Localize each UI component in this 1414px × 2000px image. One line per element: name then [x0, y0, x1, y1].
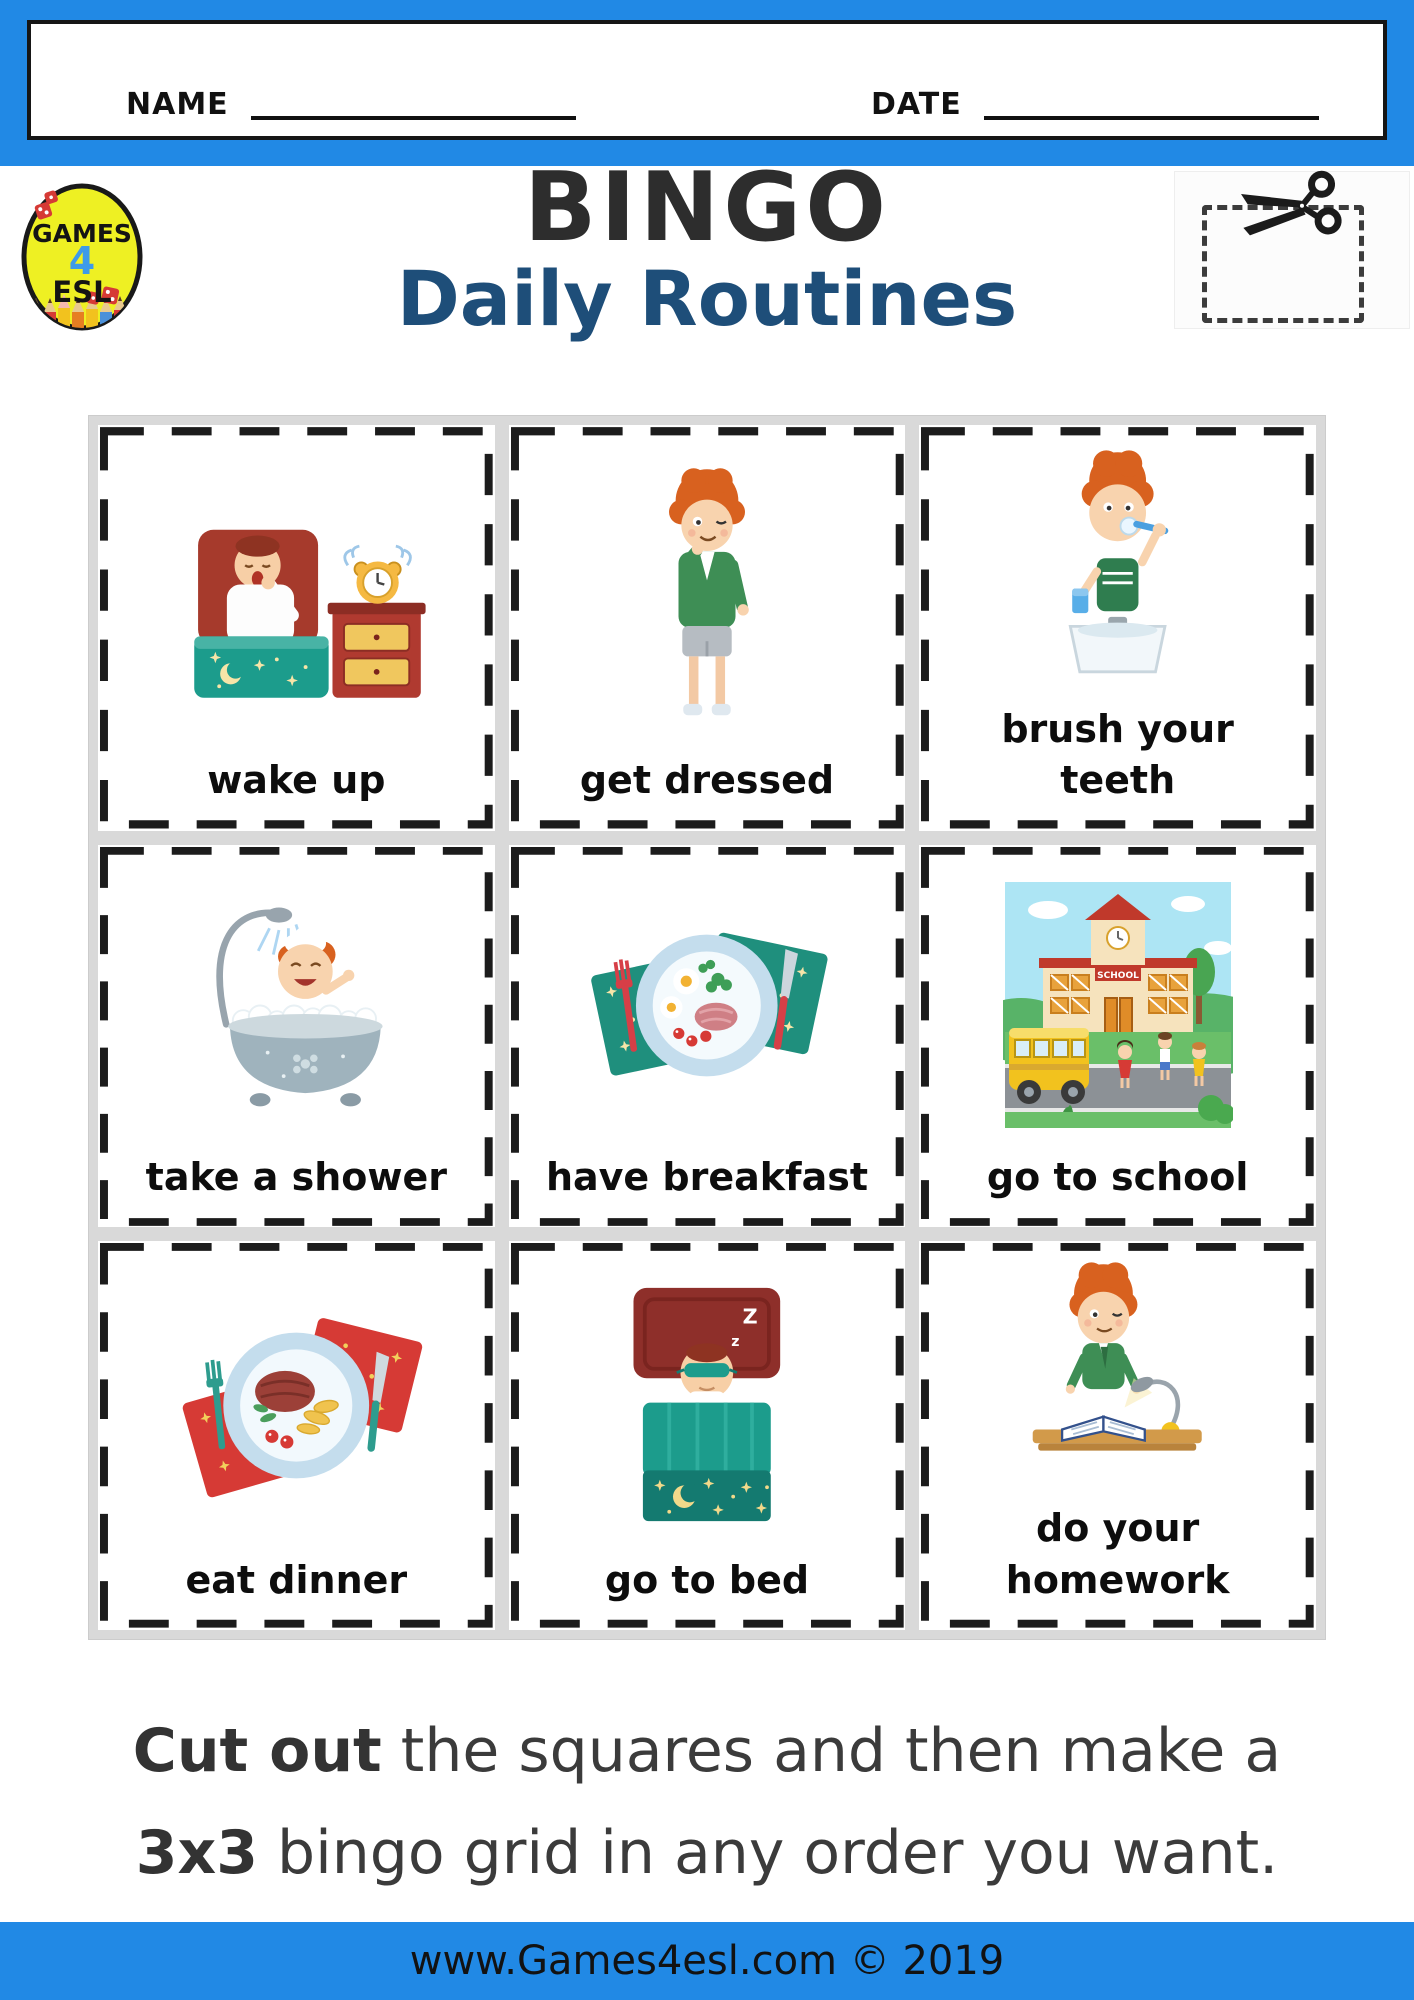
card-label: wake up — [207, 758, 386, 803]
bingo-card-eat-dinner — [98, 1241, 495, 1630]
bingo-grid — [88, 415, 1326, 1640]
card-label: do your homework — [1005, 1506, 1230, 1602]
card-label: go to school — [986, 1155, 1249, 1200]
top-banner — [0, 0, 1414, 166]
page-title: BINGO — [524, 153, 890, 263]
instructions-bold-cut-out: Cut out — [132, 1716, 382, 1786]
brush-teeth-illustration — [1023, 439, 1212, 704]
do-your-homework-illustration — [1007, 1255, 1227, 1503]
instructions-line-1 — [0, 1700, 1414, 1802]
logo-text-games: GAMES — [32, 219, 132, 248]
eat-dinner-illustration — [156, 1298, 436, 1513]
name-label: NAME — [126, 87, 229, 122]
bingo-card-do-your-homework — [919, 1241, 1316, 1630]
school-sign: SCHOOL — [1096, 971, 1139, 982]
sleep-z-big: Z — [742, 1304, 758, 1329]
date-field — [871, 87, 1319, 122]
card-label: have breakfast — [545, 1155, 869, 1200]
card-label: eat dinner — [185, 1557, 408, 1602]
have-breakfast-illustration — [567, 903, 847, 1108]
logo-text-4: 4 — [68, 239, 96, 283]
date-input-line[interactable] — [984, 90, 1319, 120]
card-label: get dressed — [579, 758, 835, 803]
date-label: DATE — [871, 87, 962, 122]
go-to-school-illustration — [1003, 880, 1233, 1130]
sleep-z-small: z — [731, 1334, 740, 1351]
get-dressed-illustration — [612, 455, 802, 740]
bingo-card-get-dressed — [509, 425, 906, 831]
bingo-card-have-breakfast — [509, 845, 906, 1228]
logo-text-esl: ESL — [52, 275, 112, 309]
instructions-bold-3x3: 3x3 — [135, 1818, 258, 1888]
name-date-box — [27, 20, 1387, 140]
bingo-card-go-to-school — [919, 845, 1316, 1228]
wake-up-illustration — [152, 477, 440, 717]
footer-bar — [0, 1922, 1414, 2000]
page-subtitle: Daily Routines — [396, 253, 1018, 343]
card-label: take a shower — [145, 1155, 447, 1200]
bingo-card-take-a-shower — [98, 845, 495, 1228]
name-input-line[interactable] — [251, 90, 576, 120]
instructions-rest-1: the squares and then make a — [381, 1716, 1282, 1786]
name-field — [126, 87, 576, 122]
card-label: go to bed — [604, 1557, 810, 1602]
go-to-bed-illustration — [594, 1271, 820, 1539]
instructions-line-2 — [0, 1802, 1414, 1904]
instructions-text — [0, 1700, 1414, 1904]
take-a-shower-illustration — [164, 883, 428, 1128]
bingo-card-wake-up — [98, 425, 495, 831]
bingo-card-brush-your-teeth — [919, 425, 1316, 831]
bingo-card-go-to-bed — [509, 1241, 906, 1630]
card-label: brush your teeth — [1001, 707, 1234, 803]
instructions-rest-2: bingo grid in any order you want. — [257, 1818, 1279, 1888]
footer-website: www.Games4esl.com © 2019 — [409, 1938, 1005, 1984]
scissors-icon — [1238, 170, 1360, 242]
